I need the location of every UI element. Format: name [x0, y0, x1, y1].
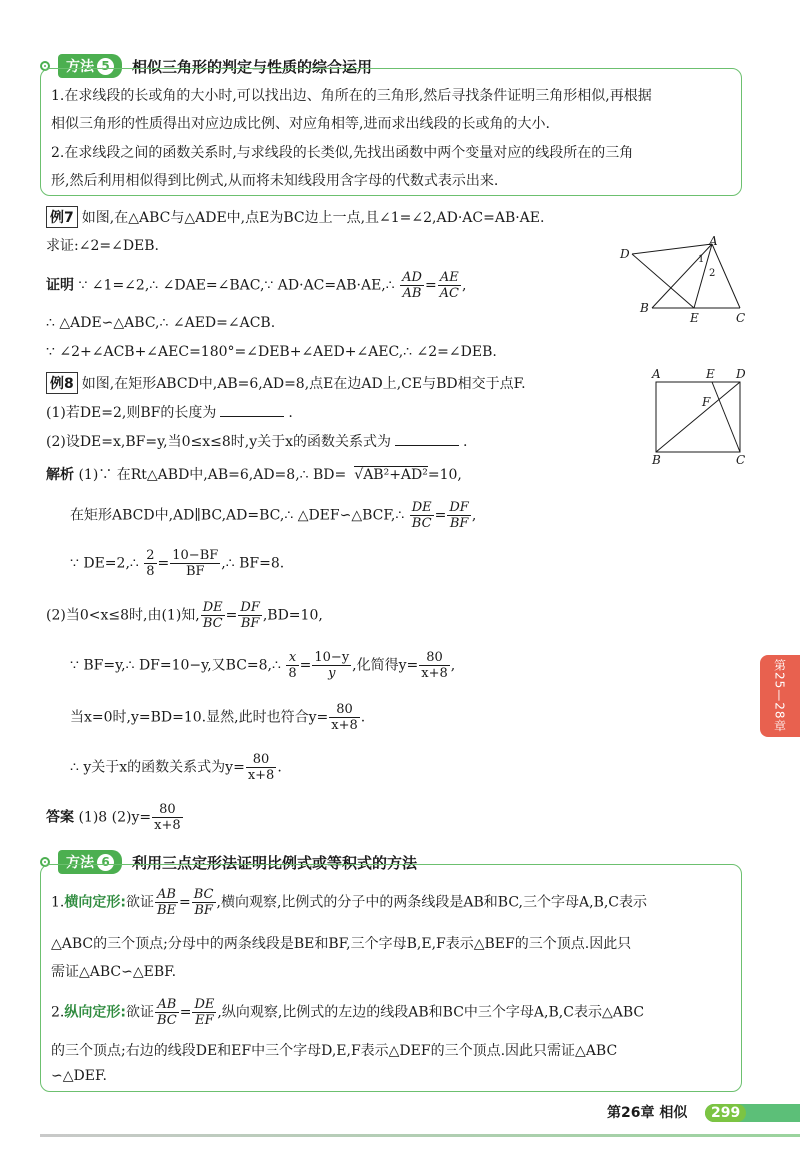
fraction	[170, 548, 220, 579]
answer-text: (1)8 (2)y=	[78, 809, 152, 826]
denominator: 8	[288, 666, 297, 681]
fraction	[192, 997, 216, 1028]
fraction	[201, 600, 225, 631]
numerator: 80	[246, 752, 277, 768]
method6-line: ∽△DEF.	[51, 1068, 107, 1084]
step-text: ∴ y关于x的函数关系式为y=	[70, 759, 245, 776]
step-text: =10,	[427, 467, 462, 483]
method5-title: 相似三角形的判定与性质的综合运用	[132, 57, 373, 76]
step-text: (1)∵ 在Rt△ABD中,AB=6,AD=8,∴ BD=	[78, 467, 347, 483]
chapter-side-tab[interactable]: 第25—28章	[760, 655, 800, 737]
page-number: 299	[705, 1104, 746, 1122]
ex8-s5: ∵ BF=y,∴ DF=10−y,又BC=8,∴ $\frac{x}{8}$ = $\frac{10-y}{y}$ ,化简得y= $\frac{80}{x+8}$ ,	[70, 650, 456, 681]
fraction	[329, 702, 360, 733]
numerator: 2	[146, 548, 155, 563]
angle-2: 2	[709, 268, 716, 279]
fraction	[447, 500, 470, 531]
fraction	[152, 802, 183, 833]
ex8-answer	[46, 802, 184, 833]
denominator: BF	[194, 903, 213, 918]
method5-text: 相似三角形的性质得出对应边成比例、对应角相等,进而求出线段的长或角的大小.	[51, 116, 550, 132]
method6-line: 需证△ABC∽△EBF.	[51, 964, 177, 980]
method-label: 方法	[66, 855, 94, 871]
fraction	[286, 650, 298, 681]
denominator: BF	[185, 564, 205, 579]
label-C: C	[736, 453, 746, 466]
horizontal-heading: 横向定形:	[64, 894, 126, 911]
method5-text: 1.在求线段的长或角的大小时,可以找出边、角所在的三角形,然后寻找条件证明三角形相似,再根据	[51, 88, 652, 104]
method6-title: 利用三点定形法证明比例式或等积式的方法	[132, 853, 418, 872]
bottom-rule	[40, 1134, 800, 1137]
label-B: B	[652, 453, 661, 466]
numerator: AD	[402, 270, 422, 285]
method5-box	[40, 68, 742, 196]
example-tag: 例8	[46, 372, 78, 394]
denominator: EF	[195, 1013, 214, 1028]
ex8-q1: (1)若DE=2,则BF的长度为 .	[46, 405, 293, 421]
ex8-statement	[46, 372, 526, 394]
ex8-q2: (2)设DE=x,BF=y,当0≤x≤8时,y关于x的函数关系式为 .	[46, 434, 468, 450]
seg-DE	[632, 254, 694, 308]
vertical-heading: 纵向定形:	[64, 1004, 126, 1021]
label-A: A	[709, 236, 718, 248]
numerator: DF	[449, 500, 469, 515]
ex7-proof-line2: ∴ △ADE∽△ABC,∴ ∠AED=∠ACB.	[46, 315, 276, 331]
method5-text: 2.在求线段之间的函数关系时,与求线段的长类似,先找出函数中两个变量对应的线段所在的三角	[51, 145, 634, 161]
denominator: BE	[156, 903, 177, 918]
ex8-figure	[640, 366, 760, 466]
footer-chapter: 第26章 相似	[607, 1105, 688, 1121]
ex8-s4: (2)当0<x≤8时,由(1)知, $\frac{DE}{BC}$ = $\frac{DF}{BF}$ ,BD=10,	[46, 600, 323, 631]
angle-1: 1	[698, 254, 705, 265]
label-F: F	[702, 395, 711, 409]
step-text: ∵ DE=2,∴	[70, 555, 139, 572]
proof-label: 证明	[46, 277, 74, 294]
denominator: BC	[156, 1013, 177, 1028]
method6-line: △ABC的三个顶点;分母中的两条线段是BE和BF,三个字母B,E,F表示△BEF的三个顶点.因此只	[51, 936, 632, 952]
numerator: 80	[329, 702, 360, 718]
step-text: ,化简得y=	[352, 657, 419, 674]
item-text: 欲证	[125, 894, 154, 911]
ex7-proof-line3: ∵ ∠2+∠ACB+∠AEC=180°=∠DEB+∠AED+∠AEC,∴ ∠2=∠DEB.	[46, 344, 497, 360]
fraction	[419, 650, 450, 681]
method-label: 方法	[66, 59, 94, 75]
q1-text: (1)若DE=2,则BF的长度为	[46, 405, 217, 421]
denominator: x+8	[331, 718, 358, 733]
ex7-prove: 求证:∠2=∠DEB.	[46, 238, 159, 254]
label-C: C	[736, 311, 746, 325]
ex8-s3: ∵ DE=2,∴ $\frac{2}{8}$ = $\frac{10-BF}{BF}$ ,∴ BF=8.	[70, 548, 285, 579]
seg-DA	[632, 244, 712, 254]
answer-label: 答案	[46, 809, 74, 826]
numerator: AE	[438, 270, 461, 286]
numerator: AB	[155, 887, 178, 903]
numerator: x	[286, 650, 298, 666]
numerator: DE	[411, 500, 432, 515]
label-E: E	[690, 311, 699, 325]
fraction	[410, 500, 434, 531]
numerator: DE	[194, 997, 215, 1012]
step-text: ,BD=10,	[262, 607, 323, 624]
seg-BD	[656, 382, 740, 452]
numerator: 10−BF	[172, 548, 219, 563]
denominator: AC	[439, 286, 460, 301]
ex7-figure	[612, 236, 762, 328]
fraction	[438, 270, 461, 301]
label-D: D	[620, 247, 630, 261]
fraction	[155, 997, 179, 1028]
ex8-s2: 在矩形ABCD中,AD∥BC,AD=BC,∴ △DEF∽△BCF,∴ $\frac{DE}{BC}$ = $\frac{DF}{BF}$ ,	[70, 500, 477, 531]
fraction	[238, 600, 261, 631]
denominator: BF	[449, 516, 469, 531]
numerator: DF	[240, 600, 260, 615]
fraction	[312, 650, 351, 681]
step-text: ,∴ BF=8.	[221, 555, 285, 572]
numerator: 10−y	[314, 650, 350, 665]
ex7-stmt-text: 如图,在△ABC与△ADE中,点E为BC边上一点,且∠1=∠2,AD·AC=AB·AE.	[81, 210, 545, 226]
item-text: ,纵向观察,比例式的左边的线段AB和BC中三个字母A,B,C表示△ABC	[217, 1004, 645, 1021]
answer-blank	[220, 404, 284, 417]
method6-line: 2.纵向定形:欲证 $\frac{AB}{BC}$ = $\frac{DE}{EF}$ ,纵向观察,比例式的左边的线段AB和BC中三个字母A,B,C表示△ABC	[51, 997, 645, 1028]
method6-box	[40, 864, 742, 1092]
denominator: AB	[402, 286, 422, 301]
method6-line: 的三个顶点;右边的线段DE和EF中三个字母D,E,F表示△DEF的三个顶点.因此只需证△ABC	[51, 1043, 618, 1059]
analysis-label: 解析	[46, 467, 74, 483]
method5-text: 形,然后利用相似得到比例式,从而将未知线段用含字母的代数式表示出来.	[51, 173, 499, 189]
numerator: 80	[152, 802, 183, 818]
fraction	[400, 270, 424, 301]
ex7-proof-line1: 证明 ∵ ∠1=∠2,∴ ∠DAE=∠BAC,∵ AD·AC=AB·AE,∴ $\frac{AD}{AB}$ = $\frac{AE}{AC}$ ,	[46, 270, 467, 301]
denominator: BF	[240, 616, 260, 631]
answer-blank	[395, 433, 459, 446]
step-text: ∵ BF=y,∴ DF=10−y,又BC=8,∴	[70, 657, 281, 674]
fraction	[155, 887, 178, 918]
label-D: D	[736, 367, 746, 381]
item-number: 2.	[51, 1004, 65, 1021]
step-text: 在矩形ABCD中,AD∥BC,AD=BC,∴ △DEF∽△BCF,∴	[70, 507, 405, 524]
numerator: DE	[202, 600, 223, 615]
ex8-s7: ∴ y关于x的函数关系式为y= $\frac{80}{x+8}$ .	[70, 752, 282, 783]
example-tag: 例7	[46, 206, 78, 228]
denominator: y	[328, 666, 336, 681]
label-E: E	[706, 367, 715, 381]
denominator: x+8	[421, 666, 448, 681]
denominator: x+8	[154, 818, 181, 833]
method-number: 6	[97, 854, 114, 871]
denominator: BC	[202, 616, 223, 631]
fraction	[192, 887, 216, 918]
numerator: BC	[193, 887, 214, 902]
ex8-s6: 当x=0时,y=BD=10.显然,此时也符合y= $\frac{80}{x+8}$ .	[70, 702, 366, 733]
q2-text: (2)设DE=x,BF=y,当0≤x≤8时,y关于x的函数关系式为	[46, 434, 392, 450]
denominator: 8	[146, 564, 155, 579]
seg-AC	[712, 244, 740, 308]
numerator: 80	[419, 650, 450, 666]
sqrt-radicand: √AB²+AD²	[354, 467, 428, 483]
ex8-s1	[46, 464, 462, 484]
label-B: B	[640, 301, 649, 315]
ex8-stmt-text: 如图,在矩形ABCD中,AB=6,AD=8,点E在边AD上,CE与BD相交于点F.	[81, 376, 526, 392]
item-number: 1.	[51, 894, 65, 911]
step-text: 当x=0时,y=BD=10.显然,此时也符合y=	[70, 709, 329, 726]
ex7-statement	[46, 206, 544, 228]
method-number: 5	[97, 58, 114, 75]
denominator: x+8	[247, 768, 275, 783]
denominator: BC	[411, 516, 432, 531]
proof-text: ∵ ∠1=∠2,∴ ∠DAE=∠BAC,∵ AD·AC=AB·AE,∴	[78, 277, 395, 294]
step-text: (2)当0<x≤8时,由(1)知,	[46, 607, 200, 624]
numerator: AB	[155, 997, 179, 1013]
item-text: 欲证	[125, 1004, 154, 1021]
item-text: ,横向观察,比例式的分子中的两条线段是AB和BC,三个字母A,B,C表示	[216, 894, 648, 911]
radicand: AB²+AD²	[363, 467, 428, 483]
label-A: A	[652, 367, 661, 381]
method6-line: 1.横向定形:欲证 $\frac{AB}{BE}$ = $\frac{BC}{BF}$ ,横向观察,比例式的分子中的两条线段是AB和BC,三个字母A,B,C表示	[51, 887, 648, 918]
seg-CE	[712, 382, 740, 452]
fraction	[144, 548, 156, 579]
fraction	[246, 752, 277, 783]
